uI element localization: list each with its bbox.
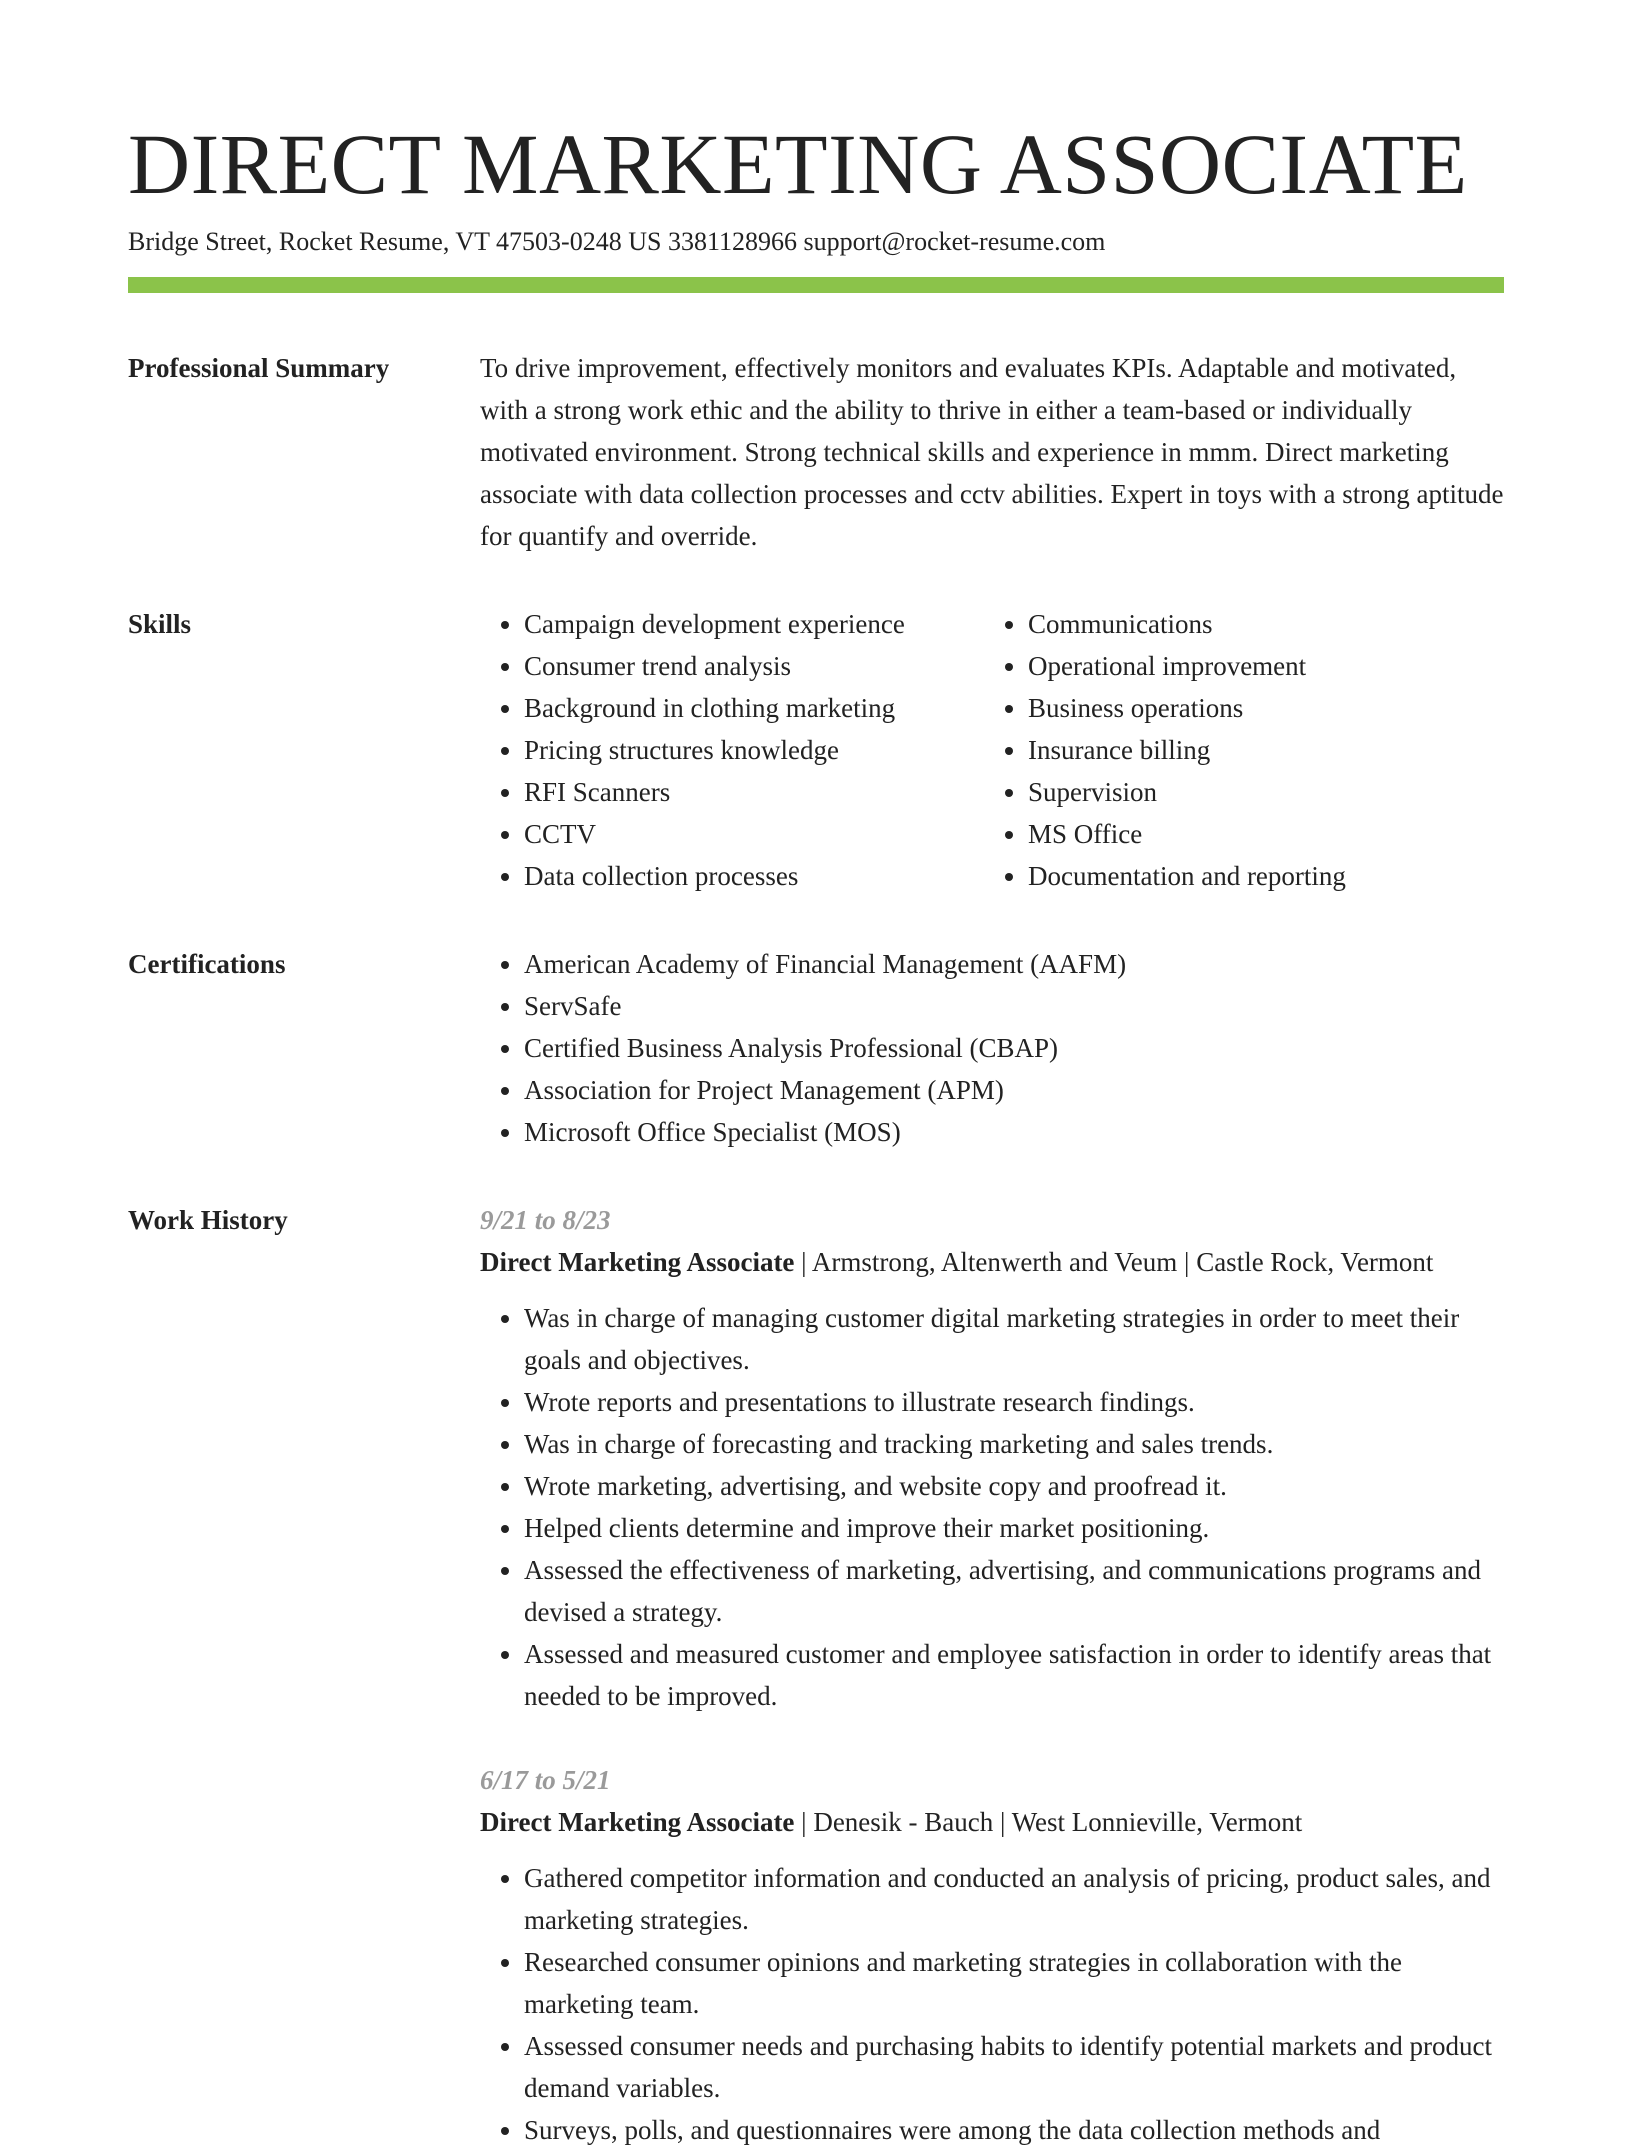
job-company-location: | Armstrong, Altenwerth and Veum | Castle Rock, Vermont — [794, 1246, 1434, 1277]
certification-item: • American Academy of Financial Management (AAFM) — [524, 943, 1504, 985]
job-bullet: • Wrote marketing, advertising, and website copy and proofread it. — [524, 1465, 1504, 1507]
skill-item: • Operational improvement — [1028, 645, 1346, 687]
job-bullet: • Helped clients determine and improve their market positioning. — [524, 1507, 1504, 1549]
job-company-location: | Denesik - Bauch | West Lonnieville, Vermont — [794, 1806, 1303, 1837]
header-divider — [128, 277, 1504, 293]
summary-section-title: Professional Summary — [128, 352, 390, 383]
skill-item: • CCTV — [524, 813, 984, 855]
resume-page — [128, 118, 1504, 2151]
job-heading — [480, 1241, 1504, 1283]
contact-address: Bridge Street, Rocket Resume, VT 47503-0248 US — [128, 226, 662, 256]
certifications-section — [128, 943, 1504, 1153]
job-bullets — [480, 1297, 1504, 1717]
certification-item: • Microsoft Office Specialist (MOS) — [524, 1111, 1504, 1153]
resume-name-heading: DIRECT MARKETING ASSOCIATE — [128, 116, 1468, 212]
job-heading — [480, 1801, 1504, 1843]
job-title: Direct Marketing Associate — [480, 1246, 795, 1277]
job-bullet: • Wrote reports and presentations to illustrate research findings. — [524, 1381, 1504, 1423]
certification-item: • ServSafe — [524, 985, 1504, 1027]
job-bullet: • Gathered competitor information and conducted an analysis of pricing, product sales, and marketing strategies. — [524, 1857, 1504, 1941]
job-bullet: • Assessed consumer needs and purchasing habits to identify potential markets and product demand variables. — [524, 2025, 1504, 2109]
summary-text: To drive improvement, effectively monitors and evaluates KPIs. Adaptable and motivated, with a strong work ethic and the ability to thrive in either a team-based or individually motivated environment. Strong technical skills and experience in mmm. Direct marketing associate with data collection processes and cctv abilities. Expert in toys with a strong aptitude for quantify and override. — [480, 352, 1504, 551]
skill-item: • Insurance billing — [1028, 729, 1346, 771]
job-bullets — [480, 1857, 1504, 2151]
skills-section-title: Skills — [128, 608, 192, 639]
skill-item: • Supervision — [1028, 771, 1346, 813]
job-title: Direct Marketing Associate — [480, 1806, 795, 1837]
skills-list-left — [480, 603, 984, 897]
skill-item: • Data collection processes — [524, 855, 984, 897]
job-bullet: • Surveys, polls, and questionnaires were among the data collection methods and — [524, 2109, 1504, 2151]
skill-item: • Business operations — [1028, 687, 1346, 729]
summary-section — [128, 347, 1504, 557]
job-bullet: • Assessed and measured customer and employee satisfaction in order to identify areas that needed to be improved. — [524, 1633, 1504, 1717]
work-history-section-title: Work History — [128, 1204, 288, 1235]
skill-item: • Consumer trend analysis — [524, 645, 984, 687]
job-entry — [480, 1759, 1504, 2151]
skill-item: • Background in clothing marketing — [524, 687, 984, 729]
contact-line — [128, 225, 1504, 259]
skills-list-right — [984, 603, 1346, 897]
skill-item: • Pricing structures knowledge — [524, 729, 984, 771]
certification-item: • Association for Project Management (APM) — [524, 1069, 1504, 1111]
skill-item: • Campaign development experience — [524, 603, 984, 645]
certification-item: • Certified Business Analysis Professional (CBAP) — [524, 1027, 1504, 1069]
work-history-section — [128, 1199, 1504, 2151]
skills-section — [128, 603, 1504, 897]
job-entry — [480, 1199, 1504, 1717]
job-dates: 6/17 to 5/21 — [480, 1764, 611, 1795]
skill-item: • Communications — [1028, 603, 1346, 645]
contact-email: support@rocket-resume.com — [803, 226, 1106, 256]
job-bullet: • Was in charge of managing customer digital marketing strategies in order to meet their goals and objectives. — [524, 1297, 1504, 1381]
job-bullet: • Researched consumer opinions and marketing strategies in collaboration with the marketing team. — [524, 1941, 1504, 2025]
skill-item: • MS Office — [1028, 813, 1346, 855]
certifications-list — [480, 943, 1504, 1153]
job-bullet: • Was in charge of forecasting and tracking marketing and sales trends. — [524, 1423, 1504, 1465]
skill-item: • RFI Scanners — [524, 771, 984, 813]
skill-item: • Documentation and reporting — [1028, 855, 1346, 897]
contact-phone: 3381128966 — [667, 226, 797, 256]
skills-columns — [480, 603, 1504, 897]
job-dates: 9/21 to 8/23 — [480, 1204, 611, 1235]
job-bullet: • Assessed the effectiveness of marketing, advertising, and communications programs and devised a strategy. — [524, 1549, 1504, 1633]
certifications-section-title: Certifications — [128, 948, 286, 979]
